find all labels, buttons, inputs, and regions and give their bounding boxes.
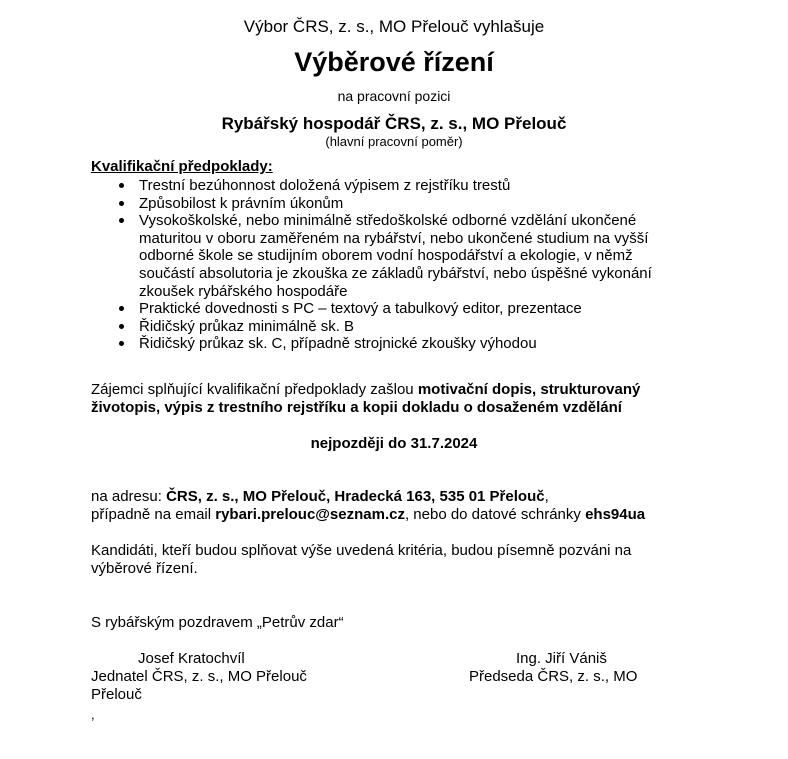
databox-id: ehs94ua [585,506,646,523]
candidates-note: Kandidáti, kteří budou splňovat výše uvedená kritéria, budou písemně pozváni na výběrové řízení. [91,542,632,577]
greeting: S rybářským pozdravem „Petrův zdar“ [91,614,344,631]
signature-left-name: Josef Kratochvíl [138,650,245,667]
signature-left-role-cont: Přelouč [91,686,142,703]
address-prefix: na adresu: [91,488,167,505]
bullet-icon [119,324,124,329]
list-item: Trestní bezúhonnost doložená výpisem z rejstříku trestů [115,177,715,195]
email-address: rybari.prelouc@seznam.cz [215,506,405,523]
postal-address: ČRS, z. s., MO Přelouč, Hradecká 163, 535 01 Přelouč [166,488,545,505]
qualifications-heading: Kvalifikační předpoklady: [91,158,273,175]
list-item: Vysokoškolské, nebo minimálně středoškolské odborné vzdělání ukončené [115,212,715,230]
trailing-mark: , [91,707,95,722]
deadline: nejpozději do 31.7.2024 [310,435,478,452]
bullet-icon [119,183,124,188]
header-intro: Výbor ČRS, z. s., MO Přelouč vyhlašuje [243,17,545,36]
list-item-continuation: maturitou v oboru zaměřeném na rybářství, nebo ukončené studium na vyšší [139,229,649,247]
signature-right-name: Ing. Jiří Vániš [516,650,607,667]
application-intro: Zájemci splňující kvalifikační předpoklady zašlou [91,381,418,398]
bullet-icon [119,306,124,311]
list-item: Způsobilost k právním úkonům [115,195,715,213]
signature-right-role: Předseda ČRS, z. s., MO [469,668,638,685]
application-paragraph [91,381,731,417]
application-documents-cont: životopis, výpis z trestního rejstříku a kopii dokladu o dosaženém vzdělání [91,399,622,416]
position-name: Rybářský hospodář ČRS, z. s., MO Přelouč [221,114,567,133]
bullet-icon [119,201,124,206]
list-item-continuation: zkoušek rybářského hospodáře [139,282,348,300]
qualifications-list [115,177,715,353]
list-item: Řidičský průkaz minimálně sk. B [115,318,715,336]
address-paragraph: na adresu: ČRS, z. s., MO Přelouč, Hradecká 163, 535 01 Přelouč, případně na email rybari.prelouc@seznam.cz, nebo do datové schránky ehs94ua [91,488,646,523]
list-item: Řidičský průkaz sk. C, případně strojnické zkoušky výhodou [115,335,715,353]
bullet-icon [119,341,124,346]
signature-left-role: Jednatel ČRS, z. s., MO Přelouč [91,668,307,685]
application-documents: motivační dopis, strukturovaný [417,381,641,398]
page-title: Výběrové řízení [294,47,494,77]
list-item-continuation: součástí absolutoria je zkouška ze základů rybářství, nebo úspěšné vykonání [139,264,652,282]
position-prefix: na pracovní pozici [337,88,451,104]
employment-type: (hlavní pracovní poměr) [325,134,463,149]
list-item-continuation: odborné škole se studijním oborem vodní hospodářství a ekologie, v němž [139,247,633,265]
list-item: Praktické dovednosti s PC – textový a tabulkový editor, prezentace [115,300,715,318]
bullet-icon [119,218,124,223]
